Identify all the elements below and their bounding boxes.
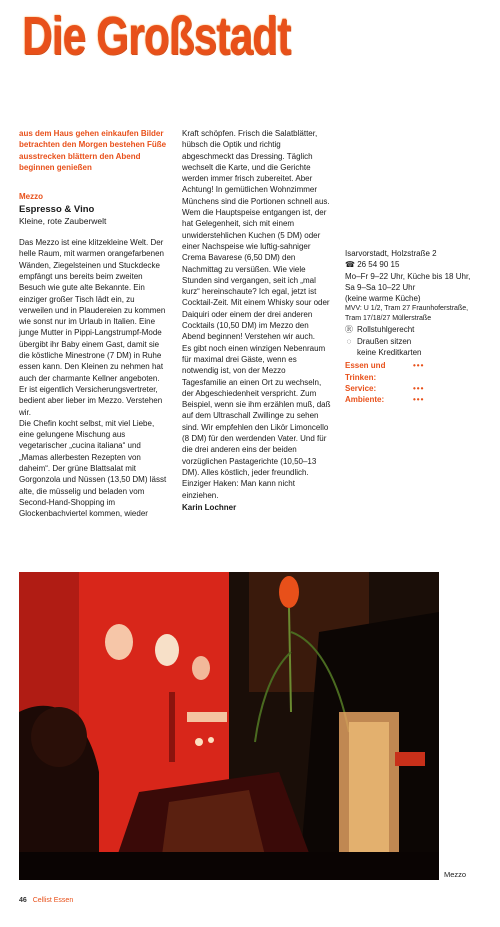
rating-label: Ambiente: (345, 395, 385, 405)
rating-service (345, 383, 465, 394)
article-column-2 (182, 128, 332, 513)
feature-cards (345, 347, 485, 358)
page-number: 46 (19, 897, 27, 904)
venue-name: Mezzo (19, 192, 43, 202)
feature-label: Rollstuhlgerecht (357, 325, 415, 335)
page-footer (19, 897, 73, 904)
restaurant-photo (19, 572, 439, 880)
rating-ambience (345, 394, 465, 405)
rating-value: ••• (413, 395, 425, 405)
info-transit: MVV: U 1/2, Tram 27 Fraunhoferstraße, Tram 17/18/27 Müllerstraße (345, 305, 469, 323)
article-paragraph: Das Mezzo ist eine klitzekleine Welt. Der helle Raum, mit warmen orangefarbenen Wänden, Ziegelsteinen und Stuckdecke empfängt uns bereits beim zweiten Besuch wie gute alte Bekannte. Ein einziger großer Tisch lädt ein, zu verweilen und in Plaudereien zu kommen wie sonst nur im Urlaub in Italien. Eine junge Mutter in Pippi-Langstrumpf-Mode übergibt ihr Baby einem Gast, damit sie die köstliche Minestrone (7 DM) in Ruhe essen kann. Den Kleinen zu nehmen hat auch der charmante Kellner angeboten. Er ist eigentlich Versicherungsvertreter, bedient aber lieber im Mezzo. Verstehen wir. (19, 238, 166, 417)
info-phone: ☎ 26 54 90 15 (345, 260, 400, 270)
rating-food (345, 360, 465, 383)
lead-text: aus dem Haus gehen einkaufen Bilder betrachten den Morgen bestehen Füße ausstrecken blättern den Abend beginnen genießen (19, 129, 167, 172)
feature-outdoor (345, 336, 485, 347)
info-hours: Sa 9–Sa 10–22 Uhr (345, 282, 416, 292)
rating-value: ••• (413, 383, 425, 393)
article-column-1 (19, 128, 169, 520)
page-title: Die Großstadt (22, 6, 291, 66)
venue-tagline: Kleine, rote Zauberwelt (19, 215, 107, 226)
info-hours: Mo–Fr 9–22 Uhr, Küche bis 18 Uhr, (345, 271, 471, 281)
rating-value: ••• (413, 361, 425, 371)
magazine-name: Cellist Essen (32, 897, 74, 904)
article-paragraph: Es gibt noch einen winzigen Nebenraum für maximal drei Gäste, wenn es notwendig ist, von der Mezzo Tagesfamilie an einen Ort zu wechseln, der Abgeschiedenheit verspricht. Zum Beispiel, wenn sie ihm erzählen muß, daß auf dem Ultraschall Zwillinge zu sehen sind. Wir empfehlen den Likör Limoncello (8 DM) für den werdenden Vater. Und für die drei anderen eins der beiden vorzüglichen Pastagerichte (10,50–13 DM). Alles köstlich, jeder freundlich. Einziger Haken: Man kann nicht einziehen. (182, 343, 331, 500)
info-address: Isarvorstadt, Holzstraße 2 (345, 249, 437, 258)
rating-label: Service: (345, 383, 377, 393)
info-box (345, 248, 485, 406)
feature-label: keine Kreditkarten (357, 348, 422, 358)
photo-caption: Mezzo (444, 870, 467, 879)
venue-subtitle: Espresso & Vino (19, 204, 95, 216)
author-byline: Karin Lochner (182, 502, 237, 512)
outdoor-seating-icon: ◌ (346, 336, 352, 346)
article-paragraph: Die Chefin kocht selbst, mit viel Liebe, eine gelungene Mischung aus vegetarischer „cucina italiana“ und „Mamas allerbesten Rezepten von daheim“. Der grüne Blattsalat mit Gorgonzola und Nüssen (13,50 DM) lässt alte, die müsselig und beladen vom Second-Hand-Shopping im Glockenbachviertel kommen, wieder (19, 418, 167, 519)
feature-wheelchair (345, 324, 485, 335)
feature-label: Draußen sitzen (357, 336, 412, 346)
rating-label: Essen und Trinken: (345, 361, 386, 382)
article-paragraph: Kraft schöpfen. Frisch die Salatblätter, hübsch die Optik und richtig abgeschmeckt das Dressing. Täglich wechselt die Karte, und die Gerichte werden immer frisch zubereitet. Aber Achtung! In gemütlichen Wohnzimmer Münchens sind die Portionen schnell aus. Wem die Hauptspeise entgangen ist, der hat Gelegenheit, sich mit einem unwiderstehlichen Kuchen (5 DM) oder einer Nachspeise wie luftig-sahniger Crema Bavarese (6,50 DM) den Nachmittag zu versüßen. Wie viele Stunden sind vergangen, seit ich „mal kurz“ hereinschaute? Ich egal, jetzt ist Cocktail-Zeit. Mit einem Whisky sour oder Daiquiri oder einem der drei anderen Cocktails (10,50 DM) im Mezzo den Abend beginnen! Verstehen wir auch. (182, 129, 330, 342)
wheelchair-icon: Ⓡ (345, 325, 353, 335)
info-hours-note: (keine warme Küche) (345, 294, 421, 304)
ratings (345, 360, 485, 405)
restaurant-photo-art (19, 572, 439, 880)
